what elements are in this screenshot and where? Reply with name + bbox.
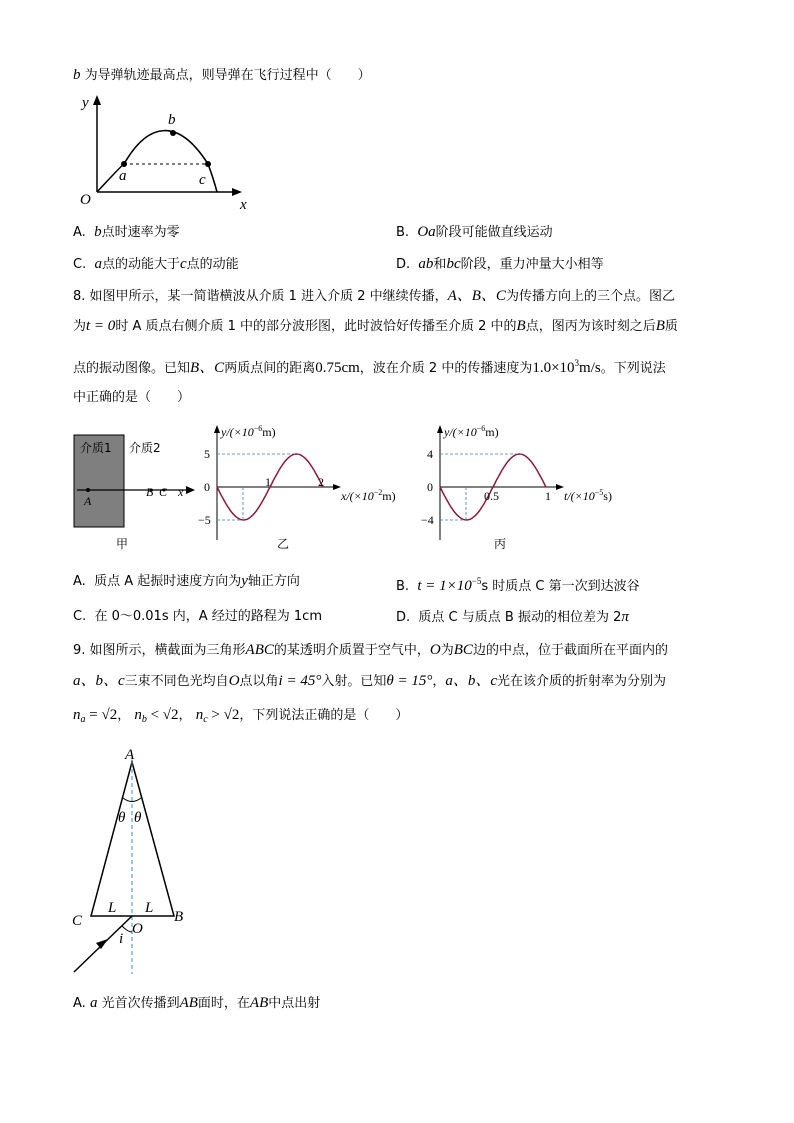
q9-option-a-b: 光首次传播到 [97,996,180,1011]
q7-option-b-var: Oa [417,224,436,240]
q9-option-a-letter: A. [73,996,90,1011]
q8-option-c-text: 在 0～0.01s 内，A 经过的路程为 1cm [94,609,322,624]
q7-option-c[interactable] [73,254,239,275]
q8-option-a-text: 质点 A 起振时速度方向为 [94,574,242,589]
q8-line2-c: 点，图丙为该时刻之后 [525,319,656,334]
q9-line2-theta: θ = 15° [386,673,433,689]
q8-yi-xlabel [340,488,396,503]
q8-yi-tick-x2: 2 [318,475,324,489]
q9-ray-arrow [96,939,108,949]
q8-line2-B: B [516,318,526,334]
q8-option-d-text: 质点 C 与质点 B 振动的相位差为 2 [418,610,622,625]
q9-line2-c: 入射。已知 [321,674,387,689]
q8-line1-tail: 为传播方向上的三个点。图乙 [505,289,675,304]
q9-line2-e: 光在该介质的折射率为分别为 [497,674,667,689]
q8-option-a-tail: 轴正方向 [247,574,300,589]
q7-option-d-var2: bc [446,256,461,272]
q8-yi-yunit: m) [262,425,276,439]
q8-line3-speed: 1.0×10 [532,360,575,376]
q8-option-b-letter: B. [396,579,410,594]
q8-yi-x-arrow [333,484,341,490]
q8-bing-caption: 丙 [494,537,507,551]
q8-bing-yunit: m) [485,425,499,439]
q7-label-b: b [168,112,176,128]
q8-yi-tick-5: 5 [204,447,210,461]
q8-bing-xexp: −5 [594,488,604,497]
q9-o: O [429,642,441,658]
q7-trajectory-figure [78,92,258,214]
q8-line3-unit: m/s [579,360,601,376]
q8-line2-B2: B [655,318,665,334]
q9-line2-i: i = 45° [278,673,322,689]
q7-option-b-letter: B. [396,225,410,240]
q8-figure-jia [72,430,202,555]
q7-option-b-text: 阶段可能做直线运动 [435,225,553,240]
q8-line-4 [73,388,190,408]
q9-label-theta2: θ [134,810,142,826]
q8-yi-tick-0: 0 [204,480,210,494]
q8-line1-vars: A、B、C [447,288,506,304]
q9-label-o: O [132,921,143,937]
q8-jia-label-x: x [178,485,184,499]
q7-option-d-mid: 和 [433,257,447,272]
q8-line-2 [73,316,678,337]
q8-line3-a: 点的振动图像。已知 [73,361,191,376]
q7-option-c-mid: 点的动能大于 [101,257,180,272]
q8-line2-d: 质 [664,319,678,334]
q9-label-l1: L [108,900,117,916]
q8-yi-yexp: −6 [253,424,263,433]
q8-option-d[interactable] [396,607,629,628]
q7-label-x: x [240,197,247,213]
q9-line2-a: 三束不同色光均自 [124,674,229,689]
q9-na-eq: = √2 [85,707,118,723]
q8-yi-tick-m5: −5 [198,513,211,527]
q9-label-a: A [125,747,135,763]
q7-x-arrow [232,188,242,196]
q9-line2-d: ， [432,674,446,689]
q9-bc: BC [453,642,473,658]
q8-jia-label-a: A [84,494,92,508]
q8-jia-point-a [86,488,90,492]
q9-option-a-c: 面时，在 [197,996,250,1011]
q9-option-a-d: 中点出射 [268,996,321,1011]
q7-option-b[interactable] [396,222,553,243]
q8-bing-xlabel-text: t/(×10 [564,489,595,503]
q8-bing-xunit: s) [603,489,612,503]
q9-line1-d: 边的中点，位于截面所在平面内的 [472,643,668,658]
q9-line2-vars: a、b、c [73,673,125,689]
q9-incidence-arc [122,926,132,932]
q7-option-d-text: 阶段，重力冲量大小相等 [460,257,604,272]
q7-option-c-var: a [94,256,102,272]
q8-option-b-t: t = 1×10 [417,578,472,594]
q8-jia-caption: 甲 [116,537,129,551]
q8-yi-xunit: m) [382,489,396,503]
q8-option-d-letter: D. [396,610,411,625]
q9-label-c: C [72,913,83,929]
q8-bing-tick-05: 0.5 [484,489,499,503]
q8-figure-bing [418,420,628,555]
q8-line4-text: 中正确的是（ ） [73,390,191,405]
q8-jia-medium1: 介质1 [80,441,112,455]
q8-option-c-letter: C. [73,609,87,624]
q8-line3-b: 两质点间的距离 [224,361,316,376]
q9-nc: n [195,707,204,723]
q8-line2-a: 为 [73,319,87,334]
q7-stem-text: 为导弹轨迹最高点，则导弹在飞行过程中（ ） [84,68,371,83]
q8-bing-x-arrow [556,484,564,490]
q8-bing-xlabel [564,488,612,503]
q7-label-a: a [119,168,127,184]
q8-option-b[interactable] [396,571,640,597]
q7-option-c-text: 点的动能 [186,257,239,272]
q9-line2-o: O [228,673,240,689]
q7-point-a-dot [121,161,127,167]
q9-label-b: B [174,909,184,925]
q7-option-d-var: ab [418,256,434,272]
q8-line3-c: ，波在介质 2 中的传播速度为 [359,361,533,376]
q7-point-b-dot [170,130,176,136]
q7-option-a-var: b [94,224,102,240]
q7-stem-tail [73,65,371,86]
q8-yi-ylabel-text: y/(×10 [221,425,254,439]
q8-bing-tick-4: 4 [427,447,433,461]
q8-jia-medium2: 介质2 [129,441,161,455]
q9-option-a-var: a [89,995,98,1011]
q8-option-d-pi: π [621,609,629,625]
q9-line3-tail: ，下列说法正确的是（ ） [239,708,409,723]
q8-line3-vars: B、C [190,360,225,376]
q8-line-1 [73,286,675,307]
q7-option-d[interactable] [396,254,604,275]
q8-bing-ylabel [443,424,499,439]
q8-bing-yexp: −6 [476,424,486,433]
q7-option-a-text: 点时速率为零 [101,225,180,240]
q9-option-a[interactable] [73,993,320,1014]
q9-label-theta1: θ [118,810,126,826]
q9-line1-c: 为 [440,643,454,658]
q7-option-d-letter: D. [396,257,411,272]
q9-na: n [73,707,81,723]
q8-figure-yi [195,420,410,555]
q8-yi-xexp: −2 [373,488,383,497]
q8-option-c[interactable] [73,607,322,627]
q9-nc-sub: c [203,714,208,725]
q9-abc: ABC [245,642,274,658]
q8-option-a-letter: A. [73,574,86,589]
q8-option-b-exp: −5 [471,576,482,586]
q9-nb-sub: b [141,714,147,725]
q9-line-3: $n_a = √2$， $n_b < √2$， $n_c > √2$，下列说法正确的是（ ） [73,707,409,725]
q8-option-a[interactable] [73,571,300,592]
q9-line-1 [73,640,668,661]
q8-line3-d: 。下列说法 [600,361,666,376]
q8-jia-axis-arrow [186,486,195,494]
q8-jia-label-c: C [159,485,168,499]
q8-option-a-var: y [241,573,248,589]
q7-option-a-letter: A. [73,225,86,240]
q8-bing-tick-0: 0 [427,480,433,494]
q9-prism-figure [68,742,208,982]
q8-line3-exp: 3 [574,358,580,368]
q8-line2-t: t = 0 [86,318,116,334]
q9-line1-a: 9. 如图所示，横截面为三角形 [73,643,246,658]
q8-yi-xlabel-text: x/(×10 [341,489,374,503]
q8-line3-dist: 0.75cm [315,360,360,376]
q9-nb: n [134,707,142,723]
q9-nb-eq: < √2 [146,707,179,723]
q8-bing-tick-1: 1 [545,489,551,503]
q8-yi-tick-x1: 1 [265,475,271,489]
q8-yi-y-arrow [214,425,220,433]
q7-point-c-dot [205,161,211,167]
q8-line2-b: 时 A 质点右侧介质 1 中的部分波形图，此时波恰好传播至介质 2 中的 [115,319,517,334]
q9-nc-eq: > √2 [207,707,240,723]
q7-label-c: c [199,172,206,188]
q7-label-y: y [82,95,89,111]
q7-y-arrow [93,95,101,105]
q9-line1-b: 的某透明介质置于空气中， [273,643,430,658]
q9-line2-b: 点以角 [239,674,279,689]
q8-jia-label-b: B [146,485,154,499]
q8-yi-ylabel [220,424,276,439]
q8-line-3 [73,353,666,379]
q7-option-c-var2: c [180,256,187,272]
q9-option-a-ab2: AB [249,995,269,1011]
q8-line1-text: 8. 如图甲所示，某一简谐横波从介质 1 进入介质 2 中继续传播， [73,289,448,304]
q9-line2-vars2: a、b、c [445,673,498,689]
q9-label-i: i [119,931,124,947]
q9-option-a-ab: AB [179,995,198,1011]
q8-bing-y-arrow [437,425,443,433]
q8-option-b-tail: s 时质点 C 第一次到达波谷 [481,579,640,594]
q8-yi-caption: 乙 [277,537,290,551]
q8-bing-ylabel-text: y/(×10 [444,425,477,439]
q7-label-o: O [80,192,91,208]
q9-line-2 [73,671,666,692]
q8-bing-tick-m4: −4 [421,513,434,527]
q9-label-l2: L [145,900,154,916]
q7-point-b: b [73,67,81,83]
q7-option-c-letter: C. [73,257,87,272]
q7-option-a[interactable] [73,222,180,243]
q9-na-sub: a [80,714,86,725]
